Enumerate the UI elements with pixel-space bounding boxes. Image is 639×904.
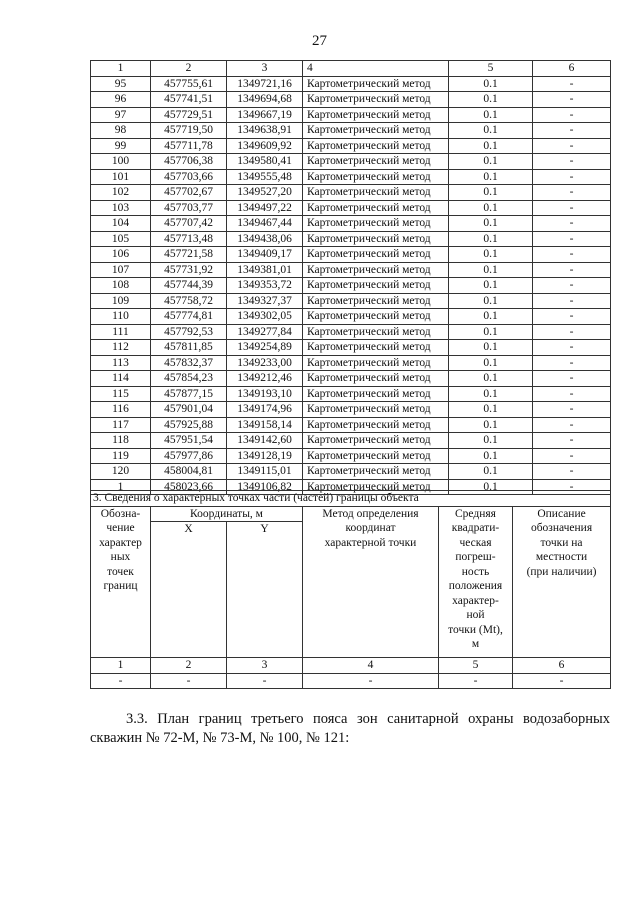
table-cell: 1349467,44 (227, 216, 303, 232)
table-cell: 4 (303, 61, 449, 77)
table-cell: 0.1 (449, 479, 533, 495)
table-cell: 0.1 (449, 200, 533, 216)
table-cell: 3 (227, 61, 303, 77)
table-cell: 457713,48 (151, 231, 227, 247)
header-row (91, 61, 611, 77)
table-cell: - (151, 673, 227, 689)
table-cell: - (439, 673, 513, 689)
table-cell: 0.1 (449, 247, 533, 263)
table-cell: 98 (91, 123, 151, 139)
table-cell: - (533, 154, 611, 170)
table-cell: 106 (91, 247, 151, 263)
table-row (91, 262, 611, 278)
table-cell: Картометрический метод (303, 479, 449, 495)
table-cell: Картометрический метод (303, 123, 449, 139)
table-cell: Картометрический метод (303, 92, 449, 108)
table-cell: 457703,66 (151, 169, 227, 185)
table-cell: 115 (91, 386, 151, 402)
table-cell: - (533, 293, 611, 309)
table-cell: 457731,92 (151, 262, 227, 278)
table-row (91, 247, 611, 263)
table-cell: 100 (91, 154, 151, 170)
table-cell: 97 (91, 107, 151, 123)
table-cell: 105 (91, 231, 151, 247)
table-cell: 1349115,01 (227, 464, 303, 480)
table-cell: 1349409,17 (227, 247, 303, 263)
table-cell: - (533, 324, 611, 340)
table-cell: - (513, 673, 611, 689)
table-cell: 0.1 (449, 433, 533, 449)
table-cell: 0.1 (449, 169, 533, 185)
table-cell: 4 (303, 658, 439, 674)
table-row (91, 464, 611, 480)
coordinates-header: Координаты, м (151, 507, 302, 523)
table-cell: Картометрический метод (303, 355, 449, 371)
table-cell: 1349327,37 (227, 293, 303, 309)
table-row (91, 371, 611, 387)
table-cell: - (533, 433, 611, 449)
table-cell: 457901,04 (151, 402, 227, 418)
table-cell: 1349438,06 (227, 231, 303, 247)
section-3-3-paragraph: 3.3. План границ третьего пояса зон санитарной охраны водозаборных скважин № 72-М, № 73-М, № 100, № 121: (90, 711, 610, 746)
table-cell: - (91, 673, 151, 689)
table-cell: 0.1 (449, 76, 533, 92)
table-cell: - (533, 464, 611, 480)
table-cell: 0.1 (449, 185, 533, 201)
table-row (91, 76, 611, 92)
table-cell: 1349527,20 (227, 185, 303, 201)
empty-data-row (91, 673, 611, 689)
table-cell: Картометрический метод (303, 340, 449, 356)
table-row (91, 231, 611, 247)
table-cell: Картометрический метод (303, 107, 449, 123)
table-row (91, 107, 611, 123)
table-cell: 1349158,14 (227, 417, 303, 433)
table-cell: 1349580,41 (227, 154, 303, 170)
table-cell: 0.1 (449, 216, 533, 232)
table-cell: - (533, 479, 611, 495)
table-cell: - (533, 309, 611, 325)
table-row (91, 216, 611, 232)
table-cell: - (533, 355, 611, 371)
table-cell: 0.1 (449, 448, 533, 464)
table-cell: 113 (91, 355, 151, 371)
table-cell: 0.1 (449, 402, 533, 418)
table-cell: 0.1 (449, 324, 533, 340)
table-cell: 0.1 (449, 293, 533, 309)
section3-title: 3. Сведения о характерных точках части (частей) границы объекта (91, 491, 611, 507)
table-cell: - (533, 216, 611, 232)
page-number: 27 (312, 33, 327, 49)
table-cell: 102 (91, 185, 151, 201)
table-cell: Картометрический метод (303, 371, 449, 387)
table-cell: 99 (91, 138, 151, 154)
table-cell: Картометрический метод (303, 200, 449, 216)
table-cell: - (533, 92, 611, 108)
table-cell: 1349233,00 (227, 355, 303, 371)
table-cell: 457792,53 (151, 324, 227, 340)
table-cell: - (533, 138, 611, 154)
table-cell: 0.1 (449, 417, 533, 433)
table-row (91, 154, 611, 170)
table-cell: 6 (533, 61, 611, 77)
table-row (91, 309, 611, 325)
table-cell: Картометрический метод (303, 293, 449, 309)
table-cell: 0.1 (449, 355, 533, 371)
table-cell: 119 (91, 448, 151, 464)
table-cell: - (227, 673, 303, 689)
table-cell: 1349694,68 (227, 92, 303, 108)
table-cell: 112 (91, 340, 151, 356)
table-cell: 1349381,01 (227, 262, 303, 278)
table-cell: 103 (91, 200, 151, 216)
table-cell: Картометрический метод (303, 278, 449, 294)
table-cell: - (533, 386, 611, 402)
table-cell: 457755,61 (151, 76, 227, 92)
table-cell: 0.1 (449, 92, 533, 108)
table-cell: 2 (151, 658, 227, 674)
table-cell: Картометрический метод (303, 464, 449, 480)
col-point-designation: Обозна- чение характер ных точек границ (91, 506, 151, 658)
table-cell: - (533, 76, 611, 92)
table-cell: 108 (91, 278, 151, 294)
table-cell: 457854,23 (151, 371, 227, 387)
column-numbers-row (91, 658, 611, 674)
x-label: X (184, 523, 193, 535)
table-cell: 457707,42 (151, 216, 227, 232)
table-cell: Картометрический метод (303, 138, 449, 154)
table-cell: 6 (513, 658, 611, 674)
table-cell: 0.1 (449, 309, 533, 325)
table-cell: 101 (91, 169, 151, 185)
table-cell: - (533, 231, 611, 247)
table-cell: 0.1 (449, 340, 533, 356)
table-row (91, 386, 611, 402)
table-cell: 0.1 (449, 107, 533, 123)
table-cell: - (533, 247, 611, 263)
table-cell: 5 (449, 61, 533, 77)
table-row (91, 402, 611, 418)
y-label: Y (226, 522, 302, 657)
table-cell: 1349721,16 (227, 76, 303, 92)
table-cell: 1 (91, 61, 151, 77)
table-cell: 0.1 (449, 278, 533, 294)
table-cell: 457832,37 (151, 355, 227, 371)
table-cell: 1 (91, 479, 151, 495)
table-row (91, 123, 611, 139)
table-cell: - (533, 278, 611, 294)
table-row (91, 278, 611, 294)
table-cell: - (533, 402, 611, 418)
table-row (91, 448, 611, 464)
table-cell: - (533, 200, 611, 216)
table-row (91, 185, 611, 201)
table-row (91, 340, 611, 356)
table-cell: 1349667,19 (227, 107, 303, 123)
table-row (91, 92, 611, 108)
coordinates-table (90, 60, 611, 495)
table-cell: 111 (91, 324, 151, 340)
table-cell: 0.1 (449, 371, 533, 387)
table-cell: Картометрический метод (303, 231, 449, 247)
table-cell: 1349609,92 (227, 138, 303, 154)
table-cell: 458004,81 (151, 464, 227, 480)
table-cell: 114 (91, 371, 151, 387)
table-cell: Картометрический метод (303, 309, 449, 325)
table-cell: - (533, 169, 611, 185)
table-cell: 457774,81 (151, 309, 227, 325)
table-cell: 1349638,91 (227, 123, 303, 139)
table-cell: Картометрический метод (303, 247, 449, 263)
table-cell: Картометрический метод (303, 169, 449, 185)
table-cell: Картометрический метод (303, 185, 449, 201)
table-cell: Картометрический метод (303, 386, 449, 402)
table-cell: 120 (91, 464, 151, 480)
table-cell: - (533, 107, 611, 123)
table-cell: 457811,85 (151, 340, 227, 356)
table-cell: 116 (91, 402, 151, 418)
col-description: Описание обозначения точки на местности (при наличии) (513, 506, 611, 658)
table-cell: 2 (151, 61, 227, 77)
table-cell: 1349254,89 (227, 340, 303, 356)
table-cell: Картометрический метод (303, 154, 449, 170)
table-row (91, 138, 611, 154)
table-cell: 1349142,60 (227, 433, 303, 449)
table-cell: - (533, 448, 611, 464)
table-cell: 0.1 (449, 464, 533, 480)
table-cell: - (533, 417, 611, 433)
table-cell: Картометрический метод (303, 216, 449, 232)
table-cell: 118 (91, 433, 151, 449)
table-cell: 457744,39 (151, 278, 227, 294)
table-cell: 457877,15 (151, 386, 227, 402)
table-cell: - (303, 673, 439, 689)
table-cell: Картометрический метод (303, 402, 449, 418)
table-row (91, 417, 611, 433)
table-cell: 0.1 (449, 231, 533, 247)
table-cell: - (533, 123, 611, 139)
table-cell: 1349497,22 (227, 200, 303, 216)
table-row (91, 324, 611, 340)
table-cell: 457703,77 (151, 200, 227, 216)
col-error: Средняя квадрати- ческая погреш- ность положения характер- ной точки (Mt), м (439, 506, 513, 658)
table-cell: - (533, 185, 611, 201)
table-row (91, 433, 611, 449)
table-cell: - (533, 340, 611, 356)
table-cell: Картометрический метод (303, 76, 449, 92)
table-row (91, 355, 611, 371)
table-cell: 457706,38 (151, 154, 227, 170)
table-cell: 95 (91, 76, 151, 92)
table-cell: 0.1 (449, 154, 533, 170)
table-cell: 107 (91, 262, 151, 278)
table-cell: 1349212,46 (227, 371, 303, 387)
table-cell: 458023,66 (151, 479, 227, 495)
table-cell: 457711,78 (151, 138, 227, 154)
table-cell: 109 (91, 293, 151, 309)
table-cell: 0.1 (449, 138, 533, 154)
table-cell: 5 (439, 658, 513, 674)
col-coordinates (151, 506, 303, 658)
table-cell: 1349106,82 (227, 479, 303, 495)
table-cell: 96 (91, 92, 151, 108)
table-cell: 0.1 (449, 262, 533, 278)
table-cell: 457951,54 (151, 433, 227, 449)
table-cell: 1 (91, 658, 151, 674)
table-cell: 1349128,19 (227, 448, 303, 464)
table-row (91, 169, 611, 185)
section3-table (90, 490, 611, 689)
table-cell: 0.1 (449, 123, 533, 139)
table-cell: 1349555,48 (227, 169, 303, 185)
table-row (91, 200, 611, 216)
table-cell: 457741,51 (151, 92, 227, 108)
table-row (91, 293, 611, 309)
table-cell: 457758,72 (151, 293, 227, 309)
table-cell: 3 (227, 658, 303, 674)
table-cell: 457719,50 (151, 123, 227, 139)
table-cell: 1349193,10 (227, 386, 303, 402)
table-cell: - (533, 371, 611, 387)
table-cell: 1349353,72 (227, 278, 303, 294)
col-method: Метод определения координат характерной точки (303, 506, 439, 658)
table-cell: 1349174,96 (227, 402, 303, 418)
table-cell: Картометрический метод (303, 262, 449, 278)
table-cell: 104 (91, 216, 151, 232)
table-cell: 457925,88 (151, 417, 227, 433)
table-cell: 0.1 (449, 386, 533, 402)
table-cell: Картометрический метод (303, 448, 449, 464)
table-cell: 1349277,84 (227, 324, 303, 340)
table-cell: - (533, 262, 611, 278)
table-cell: 457721,58 (151, 247, 227, 263)
table-cell: 457729,51 (151, 107, 227, 123)
table-cell: 457977,86 (151, 448, 227, 464)
table-cell: 110 (91, 309, 151, 325)
table-cell: 1349302,05 (227, 309, 303, 325)
table-cell: Картометрический метод (303, 324, 449, 340)
table-cell: Картометрический метод (303, 433, 449, 449)
table-cell: 117 (91, 417, 151, 433)
table-cell: 457702,67 (151, 185, 227, 201)
table-cell: Картометрический метод (303, 417, 449, 433)
